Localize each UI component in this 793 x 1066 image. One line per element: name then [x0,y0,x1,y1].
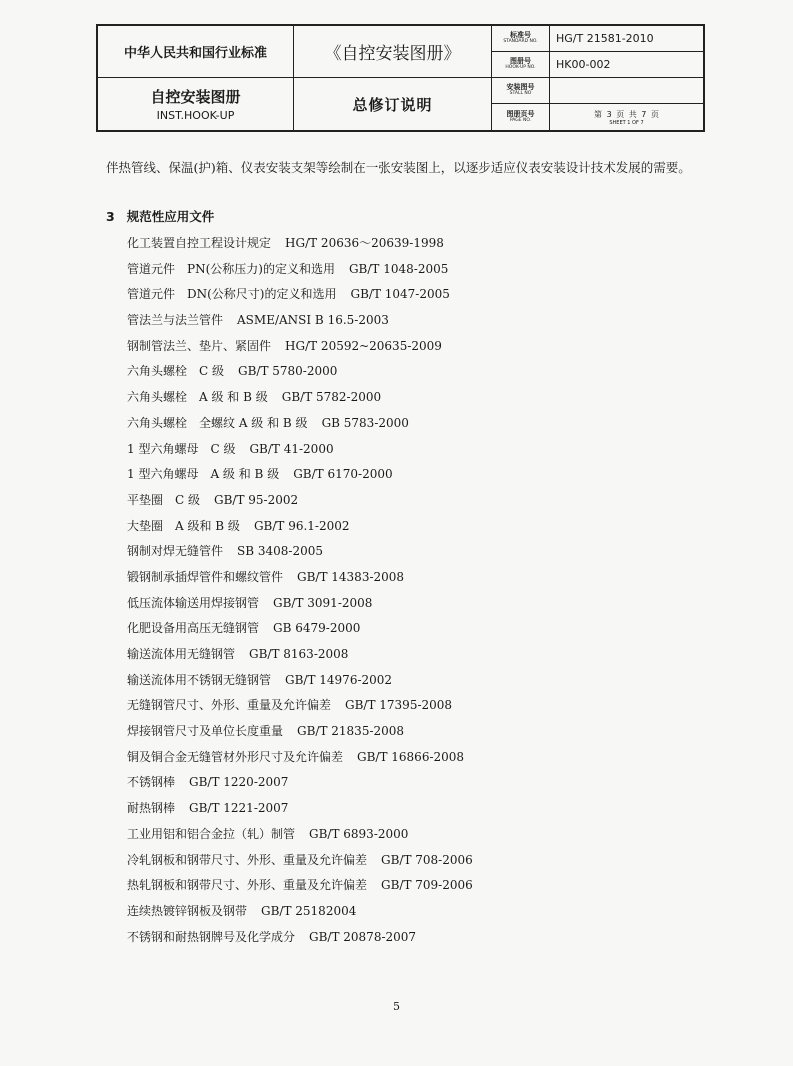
standard-name: 化肥设备用高压无缝钢管 [127,621,260,636]
section-heading [106,207,214,225]
standard-name: 管道元件 PN(公称压力)的定义和选用 [127,261,335,276]
list-item [127,826,473,852]
hookup-no-label-cn: 图册号 [510,57,531,66]
standard-name: 铜及铜合金无缝管材外形尺寸及允许偏差 [127,749,344,764]
standard-code: GB/T 14383-2008 [297,569,405,584]
standard-code: GB/T 3091-2008 [273,595,373,610]
standard-code: ASME/ANSI B 16.5-2003 [237,313,389,328]
hookup-no-value: HK00-002 [550,52,703,78]
list-item [127,774,473,800]
standard-code: GB/T 1220-2007 [189,775,289,790]
install-drawing-no-label [492,78,550,104]
standards-list [127,235,473,954]
list-item [127,363,473,389]
list-item [127,441,473,467]
series-title-cn: 自控安装图册 [150,88,241,106]
list-item [127,749,473,775]
list-item [127,492,473,518]
standard-code: GB/T 41-2000 [249,441,334,456]
list-item [127,800,473,826]
standard-name: 不锈钢棒 [127,775,176,790]
standard-name: 大垫圈 A 级和 B 级 [127,518,240,533]
standard-name: 1 型六角螺母 A 级 和 B 级 [127,467,280,482]
sheet-info-en: SHEET 1 OF 7 [609,119,644,126]
list-item [127,877,473,903]
list-item [127,261,473,287]
standard-code: GB/T 1047-2005 [350,287,450,302]
series-title-en: INST.HOOK-UP [156,109,235,122]
standard-name: 无缝钢管尺寸、外形、重量及允许偏差 [127,698,332,713]
standard-code: HG/T 20592~20635-2009 [285,338,442,353]
standard-name: 低压流体输送用焊接钢管 [127,595,260,610]
standard-name: 钢制对焊无缝管件 [127,544,224,559]
standard-code: GB/T 708-2006 [381,852,473,867]
standard-code: GB/T 25182004 [261,903,357,918]
standard-code: GB/T 709-2006 [381,878,473,893]
standard-code: GB/T 5782-2000 [281,390,382,405]
standard-code: GB/T 95-2002 [214,492,299,507]
standard-name: 耐热钢棒 [127,801,176,816]
standard-code: GB/T 6170-2000 [293,467,393,482]
standard-name: 焊接钢管尺寸及单位长度重量 [127,724,284,739]
standard-code: GB/T 21835-2008 [297,724,405,739]
standard-name: 冷轧钢板和钢带尺寸、外形、重量及允许偏差 [127,852,368,867]
list-item [127,389,473,415]
list-item [127,569,473,595]
sheet-info-cn: 第 3 页 共 7 页 [594,109,659,119]
list-item [127,852,473,878]
install-drawing-no-label-en: STALL NO [509,91,532,97]
standard-code: GB/T 96.1-2002 [253,518,350,533]
standard-name: 热轧钢板和钢带尺寸、外形、重量及允许偏差 [127,878,368,893]
standard-code: GB 6479-2000 [273,621,361,636]
list-item [127,723,473,749]
list-item [127,518,473,544]
list-item [127,415,473,441]
standard-name: 锻钢制承插焊管件和螺纹管件 [127,569,284,584]
page-no-label [492,104,550,130]
standard-code: GB/T 14976-2002 [285,672,393,687]
standard-code: GB 5783-2000 [321,415,409,430]
standard-code: GB/T 17395-2008 [345,698,453,713]
standard-code: GB/T 1048-2005 [348,261,449,276]
standard-code: GB/T 1221-2007 [189,801,289,816]
list-item [127,697,473,723]
page-number: 5 [393,1000,400,1013]
standard-code: GB/T 6893-2000 [309,826,409,841]
standard-name: 六角头螺栓 全螺纹 A 级 和 B 级 [127,415,308,430]
org-title: 中华人民共和国行业标准 [98,26,294,78]
series-title [98,78,294,130]
standard-code: GB/T 16866-2008 [357,749,465,764]
document-title: 总修订说明 [294,78,492,130]
standard-code: GB/T 8163-2008 [249,647,349,661]
page-no-label-en: PAGE NO. [509,117,532,123]
hookup-no-label-en: HOOK-UP NO. [505,65,536,71]
list-item [127,929,473,955]
standard-name: 六角头螺栓 C 级 [127,364,224,379]
standard-name: 平垫圈 C 级 [127,492,200,507]
standard-code: GB/T 20878-2007 [309,929,417,944]
standard-code: HG/T 20636～20639-1998 [285,236,444,250]
standard-no-label-en: STANDARD NO. [503,39,538,45]
list-item [127,620,473,646]
standard-name: 化工装置自控工程设计规定 [127,236,272,250]
list-item [127,235,473,261]
standard-name: 输送流体用不锈钢无缝钢管 [127,672,272,687]
list-item [127,646,473,672]
list-item [127,312,473,338]
install-drawing-no-value [550,78,703,104]
list-item [127,466,473,492]
page-no-label-cn: 图册页号 [506,109,535,118]
standard-no-value: HG/T 21581-2010 [550,26,703,52]
standard-code: GB/T 5780-2000 [238,364,338,379]
list-item [127,595,473,621]
list-item [127,543,473,569]
list-item [127,903,473,929]
section-title: 规范性应用文件 [126,209,215,224]
page-no-value [550,104,703,130]
standard-name: 不锈钢和耐热钢牌号及化学成分 [127,929,296,944]
intro-paragraph: 伴热管线、保温(护)箱、仪表安装支架等绘制在一张安装图上，以逐步适应仪表安装设计技术发展的需要。 [106,160,691,175]
standard-name: 钢制管法兰、垫片、紧固件 [127,338,272,353]
section-number: 3 [106,209,115,224]
standard-name: 六角头螺栓 A 级 和 B 级 [127,390,268,405]
title-block [96,24,705,132]
standard-name: 管法兰与法兰管件 [127,313,224,328]
book-title: 《自控安装图册》 [294,26,492,78]
hookup-no-label [492,52,550,78]
list-item [127,286,473,312]
standard-no-label [492,26,550,52]
standard-name: 连续热镀锌钢板及钢带 [127,903,248,918]
standard-name: 输送流体用无缝钢管 [127,647,236,661]
standard-name: 管道元件 DN(公称尺寸)的定义和选用 [127,287,337,302]
install-drawing-no-label-cn: 安装图号 [506,83,535,92]
list-item [127,338,473,364]
list-item [127,672,473,698]
standard-name: 工业用铝和铝合金拉（轧）制管 [127,826,296,841]
standard-name: 1 型六角螺母 C 级 [127,441,236,456]
standard-code: SB 3408-2005 [237,544,324,559]
standard-no-label-cn: 标准号 [510,31,531,40]
